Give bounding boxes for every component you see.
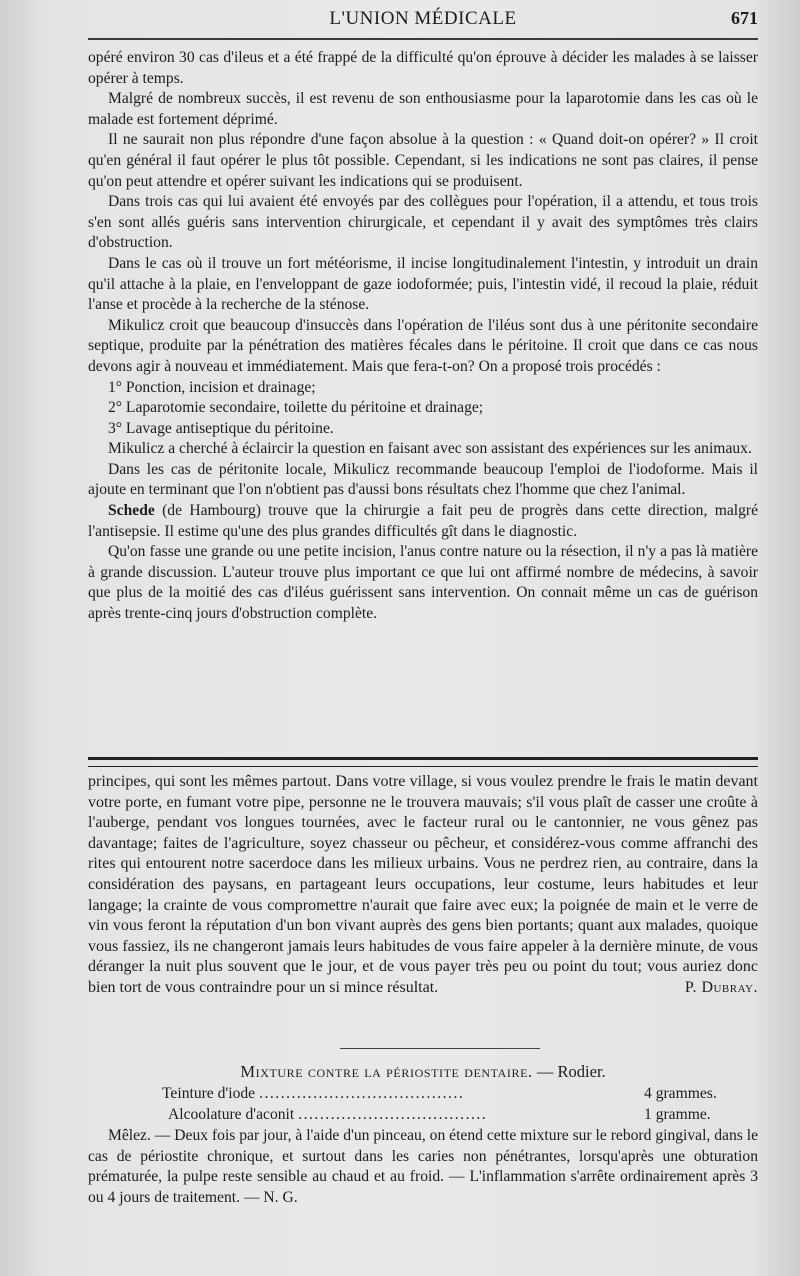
- page-header: [88, 4, 758, 34]
- recipe-heading: [88, 1062, 758, 1082]
- ingredient-name: Alcoolature d'aconit: [168, 1105, 295, 1123]
- paragraph: Mikulicz croit que beaucoup d'insuccès dans l'opération de l'iléus sont dus à une péritonite secondaire septique, produite par la pénétration des matières fécales dans le péritoine. Il croit que dans ce cas nous devons agir à nouveau et immédiatement. Mais que fera-t-on? On a proposé trois procédés :: [88, 316, 758, 375]
- paragraph: Mikulicz a cherché à éclaircir la question en faisant avec son assistant des expériences sur les animaux.: [108, 440, 752, 458]
- paragraph: Il ne saurait non plus répondre d'une façon absolue à la question : « Quand doit-on opérer? » Il croit qu'en général il faut opérer le plus tôt possible. Cependant, si les indications ne sont pas claires, il pense qu'on peut attendre et opérer suivant les indications qui se produisent.: [88, 131, 758, 190]
- ingredient-list: [162, 1084, 730, 1125]
- paragraph: Dans le cas où il trouve un fort météorisme, il incise longitudinalement l'intestin, y introduit un drain qu'il attache à la plaie, en l'enveloppant de gaze iodoformée; puis, l'intestin vidé, il recoud la plaie, réduit l'anse et procède à la recherche de la sténose.: [88, 254, 758, 314]
- paragraph: Qu'on fasse une grande ou une petite incision, l'anus contre nature ou la résection, il n'y a pas là matière à grande discussion. L'auteur trouve plus important ce que lui ont affirmé nombre de médecins, à savoir que plus de la moitié des cas d'iléus guérissent sans intervention. On connait même un cas de guérison après trente-cinq jours d'obstruction complète.: [88, 543, 758, 623]
- recipe-dash: —: [532, 1062, 558, 1081]
- feuilleton-separator: [88, 757, 758, 767]
- paragraph: Malgré de nombreux succès, il est revenu de son enthousiasme pour la laparotomie dans les cas où le malade est fortement déprimé.: [88, 90, 758, 128]
- page-number: 671: [731, 8, 758, 28]
- feuilleton-paragraph: [88, 772, 758, 999]
- feuilleton-body: [88, 772, 758, 999]
- recipe-author: Rodier.: [557, 1062, 606, 1081]
- header-rule: [88, 38, 758, 40]
- ingredient-quantity: 4 grammes.: [644, 1085, 717, 1102]
- instructions-text: Mêlez. — Deux fois par jour, à l'aide d'un pinceau, on étend cette mixture sur le rebord gingival, dans le cas de périostite chronique, et surtout dans les caries non pénétrantes, lorsqu'après une obturation prématurée, la pulpe reste sensible au chaud et au froid. — L'inflammation s'arrête ordinairement après 3 ou 4 jours de traitement. — N. G.: [88, 1127, 758, 1206]
- schede-text: (de Hambourg) trouve que la chirurgie a fait peu de progrès dans cette direction, malgré l'antisepsie. Il estime qu'une des plus grandes difficultés gît dans le diagnostic.: [88, 502, 758, 540]
- article-body: [88, 48, 758, 625]
- ingredient-name: Teinture d'iode: [162, 1085, 256, 1102]
- ingredient-row: [162, 1084, 730, 1105]
- feuilleton-signature: P. Dubray.: [684, 978, 758, 996]
- paragraph: Dans les cas de péritonite locale, Mikulicz recommande beaucoup l'emploi de l'iodoforme. Mais il ajoute en terminant que l'on n'obtient pas d'aussi bons résultats chez l'homme que chez l'animal.: [88, 460, 758, 499]
- recipe-title: Mixture contre la périostite dentaire.: [240, 1062, 533, 1081]
- procedure-item: 1° Ponction, incision et drainage;: [108, 378, 316, 396]
- procedure-item: 2° Laparotomie secondaire, toilette du péritoine et drainage;: [108, 399, 484, 417]
- paragraph: opéré environ 30 cas d'ileus et a été frappé de la difficulté qu'on éprouve à décider les malades à se laisser opérer à temps.: [88, 49, 758, 87]
- paragraph: Dans trois cas qui lui avaient été envoyés par des collègues pour l'opération, il a attendu, et tous trois s'en sont allés guéris sans intervention chirurgicale, et cependant il y avait des symptômes très clairs d'obstruction.: [88, 193, 758, 252]
- procedure-item: 3° Lavage antiseptique du péritoine.: [108, 419, 334, 437]
- schede-paragraph: [88, 501, 758, 542]
- feuilleton-text: principes, qui sont les mêmes partout. Dans votre village, si vous voulez prendre le frais le matin devant votre porte, en fumant votre pipe, personne ne le trouvera mauvais; s'il vous plaît de casser une croûte à l'auberge, pendant vos longues tournées, avec le facteur rural ou le cantonnier, ne vous gênez pas davantage; faites de l'agriculture, soyez chasseur ou pêcheur, et considérez-vous comme affranchi des rites qui entourent notre sacerdoce dans les milieux urbains. Vous ne perdrez rien, au contraire, dans la considération des paysans, en partageant leurs occupations, leur costume, leurs habitudes et leur langage; la crainte de vous compromettre n'aurait que faire avec eux; la poignée de main et le verre de vin vous feront la réputation d'un bon vivant auprès des gens bien portants; quant aux malades, quoique vous fassiez, ils ne changeront jamais leurs habitudes de vous faire appeler à la dernière minute, de vous déranger la nuit plus souvent que le jour, et de vous payer très peu ou point du tout; vous auriez donc bien tort de vous contraindre pour un si mince résultat.: [88, 773, 758, 996]
- ingredient-quantity: 1 gramme.: [644, 1105, 711, 1123]
- leader-dots: ......................................: [259, 1085, 465, 1102]
- leader-dots: ...................................: [298, 1105, 488, 1123]
- section-divider: [340, 1048, 540, 1049]
- journal-title: L'UNION MÉDICALE: [329, 8, 517, 29]
- recipe-instructions: [88, 1126, 758, 1208]
- ingredient-row: [162, 1105, 730, 1126]
- author-name-schede: Schede: [108, 502, 155, 520]
